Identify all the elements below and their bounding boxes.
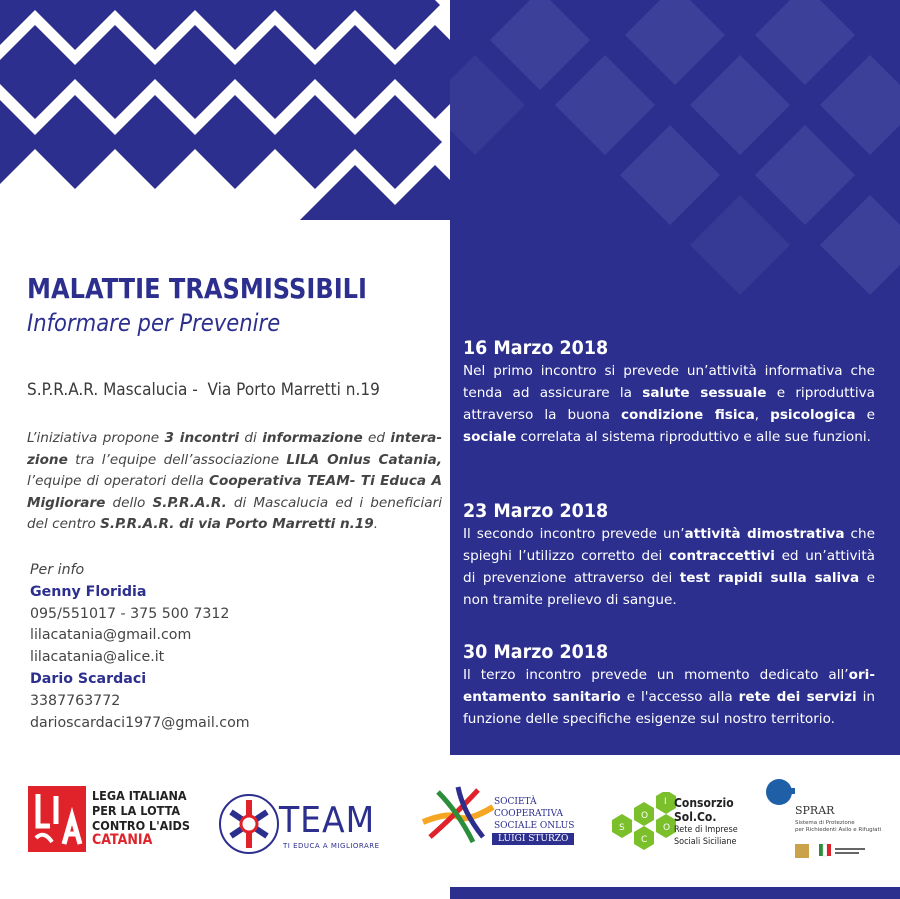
- bottom-bar: [450, 887, 900, 899]
- contact-phone: 095/551017 - 375 500 7312: [30, 605, 230, 622]
- sturzo-logo: [418, 782, 575, 862]
- diamond: [690, 55, 790, 155]
- contact-phone: 3387763772: [30, 692, 121, 709]
- event-description: Nel primo incontro si prevede un’attività informativa che tenda ad assicurare la salute sessuale e riproduttiva attraverso la buona condizione fisica, psicologica e sociale correlata al sistema riproduttivo e alle sue funzioni.: [463, 363, 875, 445]
- contact-email[interactable]: darioscardaci1977@gmail.com: [30, 714, 250, 731]
- solco-hex-icon: [598, 792, 678, 862]
- contact-name: Genny Floridia: [30, 583, 147, 600]
- event-3: [463, 640, 875, 730]
- contact-email[interactable]: lilacatania@gmail.com: [30, 627, 192, 644]
- lila-line: LEGA ITALIANA: [92, 788, 187, 803]
- event-2: [463, 499, 875, 611]
- event-date: 30 Marzo 2018: [463, 641, 609, 663]
- svg-text:O: O: [641, 811, 649, 821]
- sturzo-name: LUIGI STURZO: [492, 833, 574, 845]
- lila-logo: [28, 786, 193, 852]
- title-block: [27, 272, 447, 337]
- diamond: [490, 0, 590, 90]
- partner-logos: [0, 770, 900, 880]
- solco-logo: [598, 792, 748, 862]
- solco-line: Rete di Imprese: [674, 825, 738, 835]
- diamond: [625, 0, 725, 85]
- lila-mark-icon: [28, 786, 86, 852]
- team-logo: [217, 792, 397, 858]
- contacts-block: [30, 560, 330, 734]
- sprar-name: SPRAR: [795, 804, 835, 817]
- page-title: MALATTIE TRASMISSIBILI: [27, 272, 367, 305]
- event-date: 16 Marzo 2018: [463, 337, 609, 359]
- contact-email[interactable]: lilacatania@alice.it: [30, 649, 165, 666]
- sprar-emblems-icon: [793, 840, 893, 862]
- event-date: 23 Marzo 2018: [463, 500, 609, 522]
- diamond: [555, 55, 655, 155]
- event-description: Il secondo incontro prevede un’attività dimostrativa che spieghi l’utilizzo corretto dei contraccettivi ed un’attività di prevenzione attraverso dei test rapidi sulla saliva e non tramite prelievo di sangue.: [463, 526, 876, 608]
- team-name: TEAM: [279, 800, 376, 841]
- event-1: [463, 336, 875, 448]
- intro-paragraph: L’iniziativa propone 3 incontri di informazione ed intera-zione tra l’equipe dell’associazione LILA Onlus Catania, l’equipe di operatori della Cooperativa TEAM- Ti Educa A Migliorare dello S.P.R.A.R. di Mascalucia ed i beneficiari del centro S.P.R.A.R. di via Porto Marretti n.19.: [27, 430, 443, 532]
- sturzo-line: SOCIETÀ: [494, 797, 537, 807]
- diamond-pattern-left: [0, 0, 450, 220]
- svg-text:S: S: [619, 823, 625, 833]
- diamond: [755, 0, 855, 85]
- lila-line: PER LA LOTTA: [92, 803, 181, 818]
- svg-text:C: C: [641, 835, 648, 845]
- event-description: Il terzo incontro prevede un momento dedicato all’ori-entamento sanitario e l'accesso alla rete dei servizi in funzione delle specifiche esigenze sul nostro territorio.: [463, 667, 875, 727]
- page-subtitle: Informare per Prevenire: [27, 309, 281, 337]
- team-mark-icon: [217, 792, 281, 856]
- sprar-mark-icon: [765, 778, 797, 810]
- lila-line: CATANIA: [92, 832, 153, 848]
- svg-text:O: O: [663, 823, 671, 833]
- contact-name: Dario Scardaci: [30, 670, 147, 687]
- lila-line: CONTRO L'AIDS: [92, 818, 191, 833]
- diamond: [820, 195, 900, 295]
- diamond: [450, 55, 525, 155]
- diamond: [755, 125, 855, 225]
- sturzo-line: COOPERATIVA: [494, 809, 563, 819]
- sprar-logo: [765, 778, 885, 868]
- diamond: [620, 125, 720, 225]
- team-tagline: TI EDUCA A MIGLIORARE: [283, 842, 380, 850]
- solco-line: Sol.Co.: [674, 810, 717, 824]
- sprar-line: per Richiedenti Asilo e Rifugiati: [795, 827, 882, 833]
- solco-line: Consorzio: [674, 796, 734, 810]
- solco-line: Sociali Siciliane: [674, 837, 737, 847]
- diamond: [690, 195, 790, 295]
- sturzo-line: SOCIALE ONLUS: [494, 821, 575, 831]
- sprar-line: Sistema di Protezione: [795, 820, 855, 826]
- contacts-label: Per info: [30, 562, 85, 578]
- svg-text:I: I: [664, 797, 667, 807]
- location-text: S.P.R.A.R. Mascalucia - Via Porto Marretti n.19: [27, 380, 380, 400]
- diamond: [820, 55, 900, 155]
- sturzo-mark-icon: [418, 782, 498, 852]
